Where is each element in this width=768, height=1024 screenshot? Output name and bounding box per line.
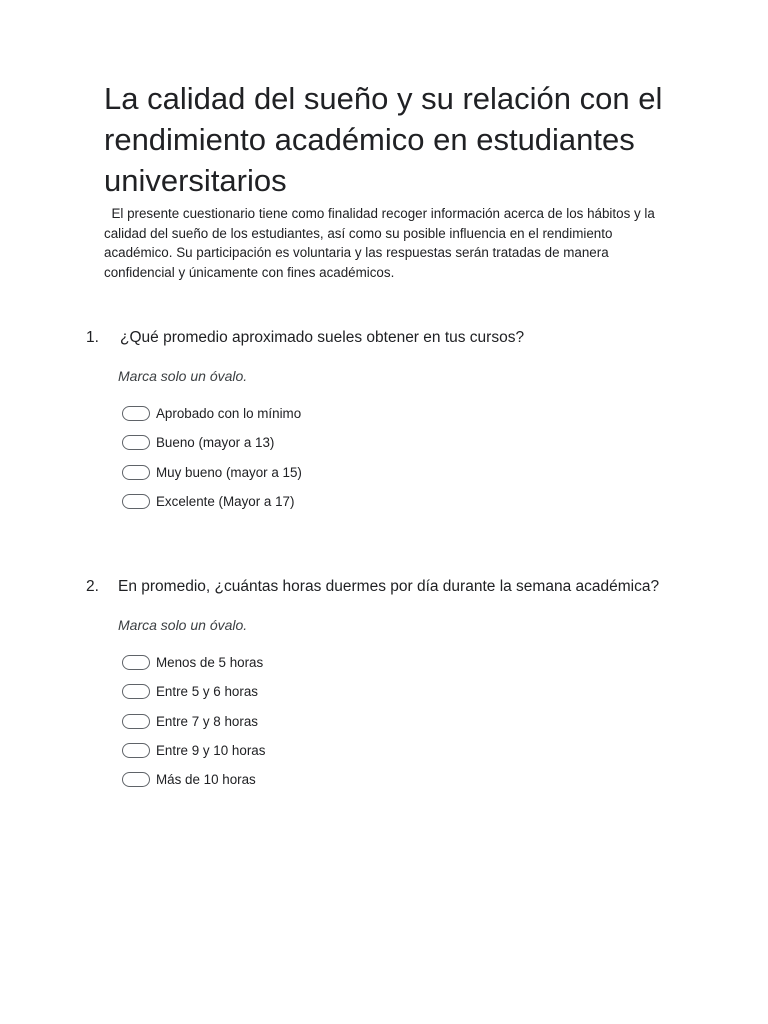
radio-oval[interactable] bbox=[122, 494, 150, 509]
form-title: La calidad del sueño y su relación con el rendimiento académico en estudiantes universitarios bbox=[104, 81, 663, 198]
option-label: Entre 7 y 8 horas bbox=[156, 713, 258, 729]
option-label: Excelente (Mayor a 17) bbox=[156, 493, 295, 509]
radio-oval[interactable] bbox=[122, 684, 150, 699]
option-label: Entre 9 y 10 horas bbox=[156, 742, 266, 758]
question-instruction: Marca solo un óvalo. bbox=[118, 368, 248, 384]
option-label: Más de 10 horas bbox=[156, 772, 256, 788]
radio-oval[interactable] bbox=[122, 435, 150, 450]
question-instruction: Marca solo un óvalo. bbox=[118, 617, 248, 633]
radio-oval[interactable] bbox=[122, 743, 150, 758]
form-description: El presente cuestionario tiene como finalidad recoger información acerca de los hábitos y la calidad del sueño de los estudiantes, así como su posible influencia en el rendimiento académico. Su participación es voluntaria y las respuestas serán tratadas de manera confidencial y únicamente con fines académicos. bbox=[104, 206, 659, 280]
radio-oval[interactable] bbox=[122, 406, 150, 421]
option-label: Bueno (mayor a 13) bbox=[156, 435, 275, 451]
question-text: En promedio, ¿cuántas horas duermes por día durante la semana académica? bbox=[118, 578, 660, 595]
option-label: Menos de 5 horas bbox=[156, 655, 264, 670]
radio-oval[interactable] bbox=[122, 655, 150, 670]
radio-oval[interactable] bbox=[122, 772, 150, 787]
option-label: Entre 5 y 6 horas bbox=[156, 684, 258, 700]
question-number: 2. bbox=[86, 578, 99, 595]
radio-oval[interactable] bbox=[122, 714, 150, 729]
question-number: 1. bbox=[86, 329, 99, 346]
radio-oval[interactable] bbox=[122, 465, 150, 480]
question-text: ¿Qué promedio aproximado sueles obtener en tus cursos? bbox=[120, 329, 525, 346]
option-label: Aprobado con lo mínimo bbox=[156, 406, 302, 421]
option-label: Muy bueno (mayor a 15) bbox=[156, 464, 302, 480]
